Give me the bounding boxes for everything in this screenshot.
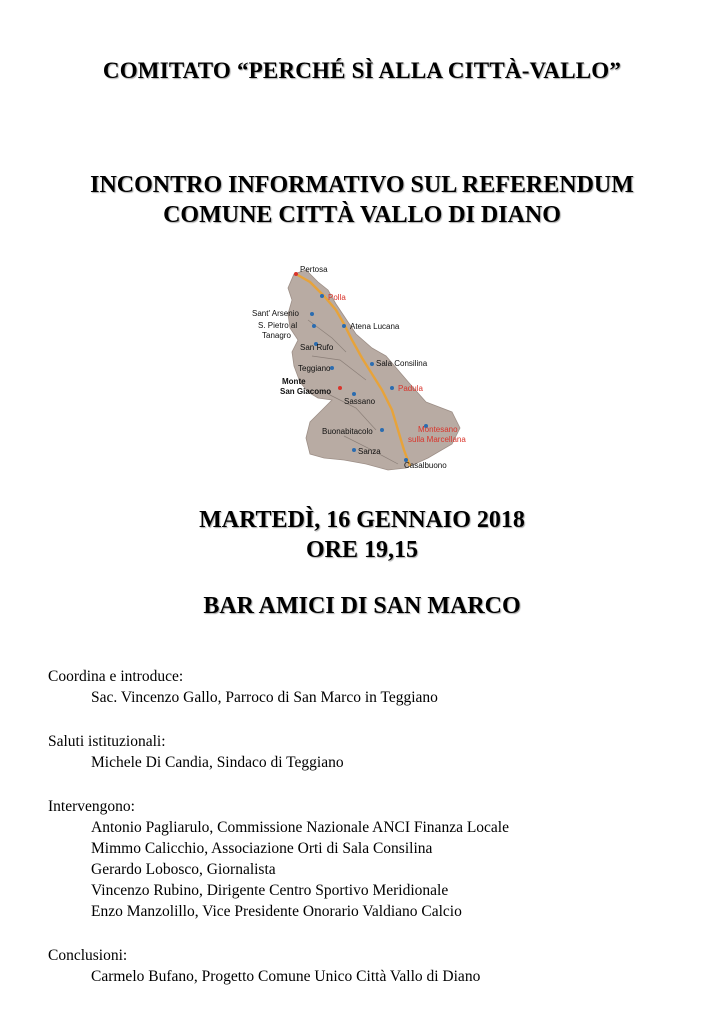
- speaker-line: Michele Di Candia, Sindaco di Teggiano: [91, 754, 344, 771]
- speaker-line: Vincenzo Rubino, Dirigente Centro Sportivo Meridionale: [91, 882, 449, 899]
- map-label-san-rufo: San Rufo: [300, 343, 334, 352]
- section-title: Coordina e introduce:: [48, 668, 184, 685]
- map-label-monte-2: San Giacomo: [280, 387, 332, 396]
- committee-title: COMITATO “PERCHÉ SÌ ALLA CITTÀ-VALLO”: [102, 58, 622, 83]
- map-label-montesano-2: sulla Marcellana: [408, 435, 466, 444]
- section-title: Intervengono:: [48, 798, 135, 815]
- section-intervengono: [48, 796, 708, 922]
- speaker-line: Antonio Pagliarulo, Commissione Nazionale ANCI Finanza Locale: [91, 819, 509, 836]
- event-headline: [0, 170, 724, 230]
- event-date: MARTEDÌ, 16 GENNAIO 2018: [199, 507, 525, 533]
- map-label-san-pietro-2: Tanagro: [262, 331, 291, 340]
- event-venue: BAR AMICI DI SAN MARCO: [203, 593, 521, 619]
- section-conclusioni: [48, 945, 708, 987]
- map-label-casalbuono: Casalbuono: [404, 461, 447, 470]
- map-label-sala: Sala Consilina: [376, 359, 428, 368]
- vallo-di-diano-map: [248, 260, 480, 476]
- map-label-atena: Atena Lucana: [350, 322, 400, 331]
- map-label-san-pietro-1: S. Pietro al: [258, 321, 298, 330]
- speaker-line: Mimmo Calicchio, Associazione Orti di Sala Consilina: [91, 840, 433, 857]
- speaker-line: Carmelo Bufano, Progetto Comune Unico Città Vallo di Diano: [91, 968, 481, 985]
- map-label-monte-1: Monte: [282, 377, 306, 386]
- map-graphic: [248, 260, 480, 476]
- section-saluti: [48, 731, 708, 773]
- headline-line-2: COMUNE CITTÀ VALLO DI DIANO: [163, 202, 561, 228]
- speaker-line: Enzo Manzolillo, Vice Presidente Onorario Valdiano Calcio: [91, 903, 462, 920]
- map-label-sant-arsenio: Sant' Arsenio: [252, 309, 299, 318]
- event-datetime: [0, 505, 724, 565]
- program-list: [48, 666, 708, 1010]
- speaker-line: Gerardo Lobosco, Giornalista: [91, 861, 276, 878]
- headline-line-1: INCONTRO INFORMATIVO SUL REFERENDUM: [90, 172, 634, 198]
- speaker-line: Sac. Vincenzo Gallo, Parroco di San Marco in Teggiano: [91, 689, 438, 706]
- event-time: ORE 19,15: [305, 537, 418, 563]
- section-coordina: [48, 666, 708, 708]
- section-title: Conclusioni:: [48, 947, 128, 964]
- map-label-teggiano: Teggiano: [298, 364, 331, 373]
- map-label-montesano-1: Montesano: [418, 425, 458, 434]
- map-label-polla: Polla: [328, 293, 346, 302]
- map-label-sanza: Sanza: [358, 447, 381, 456]
- map-label-padula: Padula: [398, 384, 423, 393]
- map-label-sassano: Sassano: [344, 397, 376, 406]
- section-title: Saluti istituzionali:: [48, 733, 166, 750]
- map-label-pertosa: Pertosa: [300, 265, 328, 274]
- map-label-buonabitacolo: Buonabitacolo: [322, 427, 373, 436]
